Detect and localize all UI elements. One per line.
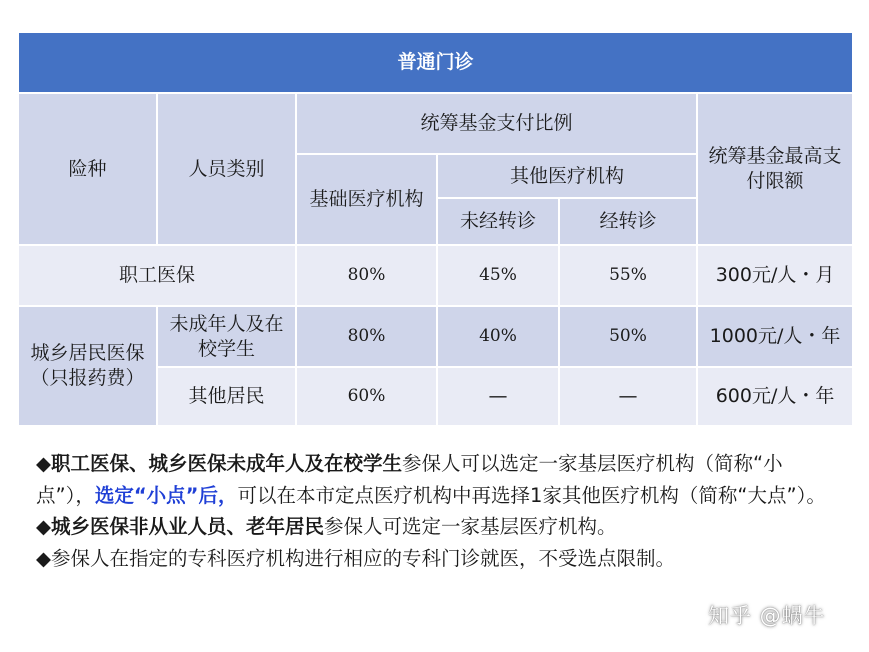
note-1-text-b: 可以在本市定点医疗机构中再选择1家其他医疗机构（简称“大点”）。	[237, 483, 826, 507]
note-2-bold: 城乡医保非从业人员、老年居民	[51, 515, 325, 538]
diamond-bullet-icon: ◆	[36, 452, 51, 475]
row-referred-ratio: 50%	[559, 306, 697, 367]
header-referred: 经转诊	[559, 198, 697, 245]
diamond-bullet-icon: ◆	[36, 546, 51, 570]
row-insurance-type: 职工医保	[18, 245, 296, 306]
table-title: 普通门诊	[18, 32, 853, 93]
row-basic-ratio: 60%	[296, 367, 437, 426]
header-max-limit: 统筹基金最高支付限额	[697, 93, 853, 245]
outpatient-table	[17, 31, 854, 427]
table-row	[18, 245, 853, 306]
row-person-category: 其他居民	[157, 367, 296, 426]
row-max-limit: 1000元/人・年	[697, 306, 853, 367]
row-referred-ratio: —	[559, 367, 697, 426]
header-person-category: 人员类别	[157, 93, 296, 245]
header-other-institution: 其他医疗机构	[437, 154, 697, 198]
note-3	[36, 543, 836, 575]
policy-notes	[36, 448, 836, 574]
row-basic-ratio: 80%	[296, 306, 437, 367]
zhihu-watermark: 知乎 @蜗牛	[708, 604, 826, 628]
row-insurance-type: 城乡居民医保（只报药费）	[18, 306, 157, 426]
header-insurance-type: 险种	[18, 93, 157, 245]
note-2-text: 参保人可选定一家基层医疗机构。	[324, 515, 617, 538]
header-basic-institution: 基础医疗机构	[296, 154, 437, 245]
note-2	[36, 511, 836, 543]
note-1-highlight: 选定“小点”后，	[94, 483, 238, 507]
row-referred-ratio: 55%	[559, 245, 697, 306]
note-1-text-a: 参保人可以选定一家基层医疗机构（简称“小点”），	[36, 452, 783, 507]
row-not-referred-ratio: 40%	[437, 306, 559, 367]
table-row	[18, 306, 853, 367]
header-payment-ratio: 统筹基金支付比例	[296, 93, 697, 154]
row-basic-ratio: 80%	[296, 245, 437, 306]
note-3-text: 参保人在指定的专科医疗机构进行相应的专科门诊就医，不受选点限制。	[51, 546, 676, 570]
note-1-bold: 职工医保、城乡医保未成年人及在校学生	[51, 452, 403, 475]
row-not-referred-ratio: 45%	[437, 245, 559, 306]
header-not-referred: 未经转诊	[437, 198, 559, 245]
row-max-limit: 300元/人・月	[697, 245, 853, 306]
row-not-referred-ratio: —	[437, 367, 559, 426]
row-max-limit: 600元/人・年	[697, 367, 853, 426]
diamond-bullet-icon: ◆	[36, 515, 51, 538]
note-1	[36, 448, 836, 511]
row-person-category: 未成年人及在校学生	[157, 306, 296, 367]
